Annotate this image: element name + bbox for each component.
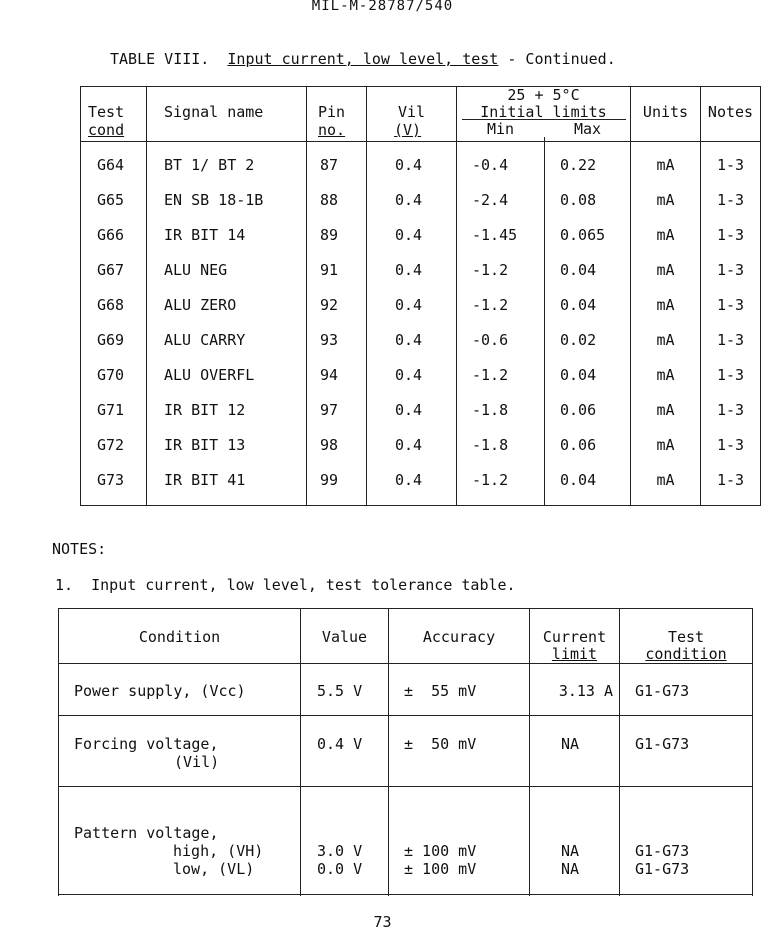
- forcing-voltage-condition: Forcing voltage,: [74, 735, 219, 753]
- signal-name: IR BIT 13: [164, 436, 246, 454]
- min-limit: -0.4: [472, 156, 509, 174]
- forcing-voltage-value: 0.4 V: [317, 735, 363, 753]
- pin-no: 92: [320, 296, 339, 314]
- signal-name: ALU NEG: [164, 261, 228, 279]
- initial-limits-header: Initial limits: [480, 103, 607, 121]
- note-1: 1. Input current, low level, test tolerance table.: [55, 576, 516, 594]
- table-row: [80, 296, 761, 316]
- col-test-header-1: Test: [667, 628, 705, 646]
- notes-heading: NOTES:: [52, 540, 107, 558]
- vil-value: 0.4: [395, 156, 423, 174]
- table-row: [80, 191, 761, 211]
- pattern-voltage-high: high, (VH): [173, 842, 264, 860]
- max-limit: 0.04: [560, 366, 597, 384]
- vil-value: 0.4: [395, 191, 423, 209]
- notes: 1-3: [716, 436, 745, 454]
- test-cond: G70: [97, 366, 125, 384]
- notes: 1-3: [716, 156, 745, 174]
- pin-no: 88: [320, 191, 339, 209]
- min-limit: -1.45: [472, 226, 518, 244]
- vil-value: 0.4: [395, 436, 423, 454]
- max-limit: 0.065: [560, 226, 606, 244]
- document-header: MIL-M-28787/540: [311, 0, 454, 14]
- test-cond: G71: [97, 401, 125, 419]
- power-supply-condition: Power supply, (Vcc): [74, 682, 246, 700]
- col-units-header: Units: [642, 103, 689, 121]
- test-cond: G73: [97, 471, 125, 489]
- pattern-high-accuracy: ± 100 mV: [404, 842, 477, 860]
- pattern-low-current: NA: [560, 860, 580, 878]
- col-test-header-2: cond: [88, 121, 125, 139]
- table-row: [80, 156, 761, 176]
- table-row: [80, 331, 761, 351]
- table-row: [80, 436, 761, 456]
- pattern-low-accuracy: ± 100 mV: [404, 860, 477, 878]
- min-limit: -1.2: [472, 366, 509, 384]
- max-limit: 0.22: [560, 156, 597, 174]
- pin-no: 94: [320, 366, 339, 384]
- units: mA: [656, 331, 675, 349]
- signal-name: IR BIT 41: [164, 471, 246, 489]
- min-limit: -1.2: [472, 261, 509, 279]
- units: mA: [656, 191, 675, 209]
- test-cond: G72: [97, 436, 125, 454]
- pattern-low-test: G1-G73: [635, 860, 690, 878]
- notes: 1-3: [716, 401, 745, 419]
- pin-no: 87: [320, 156, 339, 174]
- pattern-voltage-condition: Pattern voltage,: [74, 824, 219, 842]
- notes: 1-3: [716, 296, 745, 314]
- max-limit: 0.08: [560, 191, 597, 209]
- vil-value: 0.4: [395, 401, 423, 419]
- pattern-low-value: 0.0 V: [317, 860, 363, 878]
- col-test-header-1: Test: [88, 103, 125, 121]
- test-cond: G68: [97, 296, 125, 314]
- signal-name: ALU CARRY: [164, 331, 246, 349]
- col-signal-header: Signal name: [164, 103, 264, 121]
- tolerance-table: [58, 608, 753, 896]
- min-limit: -1.2: [472, 296, 509, 314]
- min-limit: -1.8: [472, 401, 509, 419]
- vil-value: 0.4: [395, 226, 423, 244]
- forcing-voltage-accuracy: ± 50 mV: [404, 735, 477, 753]
- pin-no: 99: [320, 471, 339, 489]
- table-row: [80, 366, 761, 386]
- test-cond: G69: [97, 331, 125, 349]
- pattern-high-test: G1-G73: [635, 842, 690, 860]
- power-supply-test: G1-G73: [635, 682, 690, 700]
- power-supply-value: 5.5 V: [317, 682, 363, 700]
- notes: 1-3: [716, 471, 745, 489]
- col-current-header-2: limit: [551, 645, 598, 663]
- min-limit: -1.8: [472, 436, 509, 454]
- table-title-name: Input current, low level, test: [227, 50, 499, 68]
- max-limit: 0.04: [560, 296, 597, 314]
- vil-value: 0.4: [395, 261, 423, 279]
- units: mA: [656, 226, 675, 244]
- pin-no: 93: [320, 331, 339, 349]
- forcing-voltage-current: NA: [560, 735, 580, 753]
- signal-name: ALU OVERFL: [164, 366, 255, 384]
- signal-name: EN SB 18-1B: [164, 191, 264, 209]
- pin-no: 98: [320, 436, 339, 454]
- pattern-voltage-low: low, (VL): [173, 860, 255, 878]
- forcing-voltage-condition-sub: (Vil): [174, 753, 220, 771]
- units: mA: [656, 296, 675, 314]
- input-current-table: [80, 86, 761, 506]
- notes: 1-3: [716, 226, 745, 244]
- pin-no: 91: [320, 261, 339, 279]
- units: mA: [656, 366, 675, 384]
- col-accuracy-header: Accuracy: [422, 628, 496, 646]
- col-vil-header-2: (V): [394, 121, 422, 139]
- vil-value: 0.4: [395, 366, 423, 384]
- col-condition-header: Condition: [138, 628, 221, 646]
- min-limit: -1.2: [472, 471, 509, 489]
- notes: 1-3: [716, 331, 745, 349]
- col-notes-header: Notes: [707, 103, 754, 121]
- pattern-high-value: 3.0 V: [317, 842, 363, 860]
- col-vil-header-1: Vil: [398, 103, 426, 121]
- signal-name: IR BIT 14: [164, 226, 246, 244]
- max-limit: 0.04: [560, 261, 597, 279]
- vil-value: 0.4: [395, 331, 423, 349]
- signal-name: BT 1/ BT 2: [164, 156, 255, 174]
- table-row: [80, 471, 761, 491]
- max-limit: 0.06: [560, 401, 597, 419]
- power-supply-accuracy: ± 55 mV: [404, 682, 477, 700]
- table-row: [80, 226, 761, 246]
- min-limit: -0.6: [472, 331, 509, 349]
- pin-no: 89: [320, 226, 339, 244]
- units: mA: [656, 436, 675, 454]
- temperature-header: 25 + 5°C: [507, 86, 580, 104]
- power-supply-current: 3.13 A: [558, 682, 613, 700]
- table-row: [80, 261, 761, 281]
- page-number: 73: [373, 913, 392, 931]
- units: mA: [656, 471, 675, 489]
- max-limit: 0.06: [560, 436, 597, 454]
- table-title-suffix: - Continued.: [507, 50, 616, 68]
- signal-name: ALU ZERO: [164, 296, 237, 314]
- test-cond: G66: [97, 226, 125, 244]
- col-pin-header-1: Pin: [318, 103, 346, 121]
- col-value-header: Value: [321, 628, 368, 646]
- min-limit: -2.4: [472, 191, 509, 209]
- notes: 1-3: [716, 261, 745, 279]
- max-limit: 0.02: [560, 331, 597, 349]
- pin-no: 97: [320, 401, 339, 419]
- table-title-prefix: TABLE VIII.: [110, 50, 210, 68]
- pattern-high-current: NA: [560, 842, 580, 860]
- signal-name: IR BIT 12: [164, 401, 246, 419]
- units: mA: [656, 401, 675, 419]
- col-min-header: Min: [486, 120, 515, 138]
- test-cond: G64: [97, 156, 125, 174]
- units: mA: [656, 261, 675, 279]
- units: mA: [656, 156, 675, 174]
- col-pin-header-2: no.: [318, 121, 346, 139]
- col-max-header: Max: [573, 120, 602, 138]
- notes: 1-3: [716, 191, 745, 209]
- max-limit: 0.04: [560, 471, 597, 489]
- col-current-header-1: Current: [542, 628, 607, 646]
- table-row: [80, 401, 761, 421]
- notes: 1-3: [716, 366, 745, 384]
- test-cond: G67: [97, 261, 125, 279]
- col-test-header-2: condition: [645, 645, 727, 663]
- vil-value: 0.4: [395, 296, 423, 314]
- forcing-voltage-test: G1-G73: [635, 735, 690, 753]
- vil-value: 0.4: [395, 471, 423, 489]
- table-title: [110, 50, 616, 68]
- test-cond: G65: [97, 191, 125, 209]
